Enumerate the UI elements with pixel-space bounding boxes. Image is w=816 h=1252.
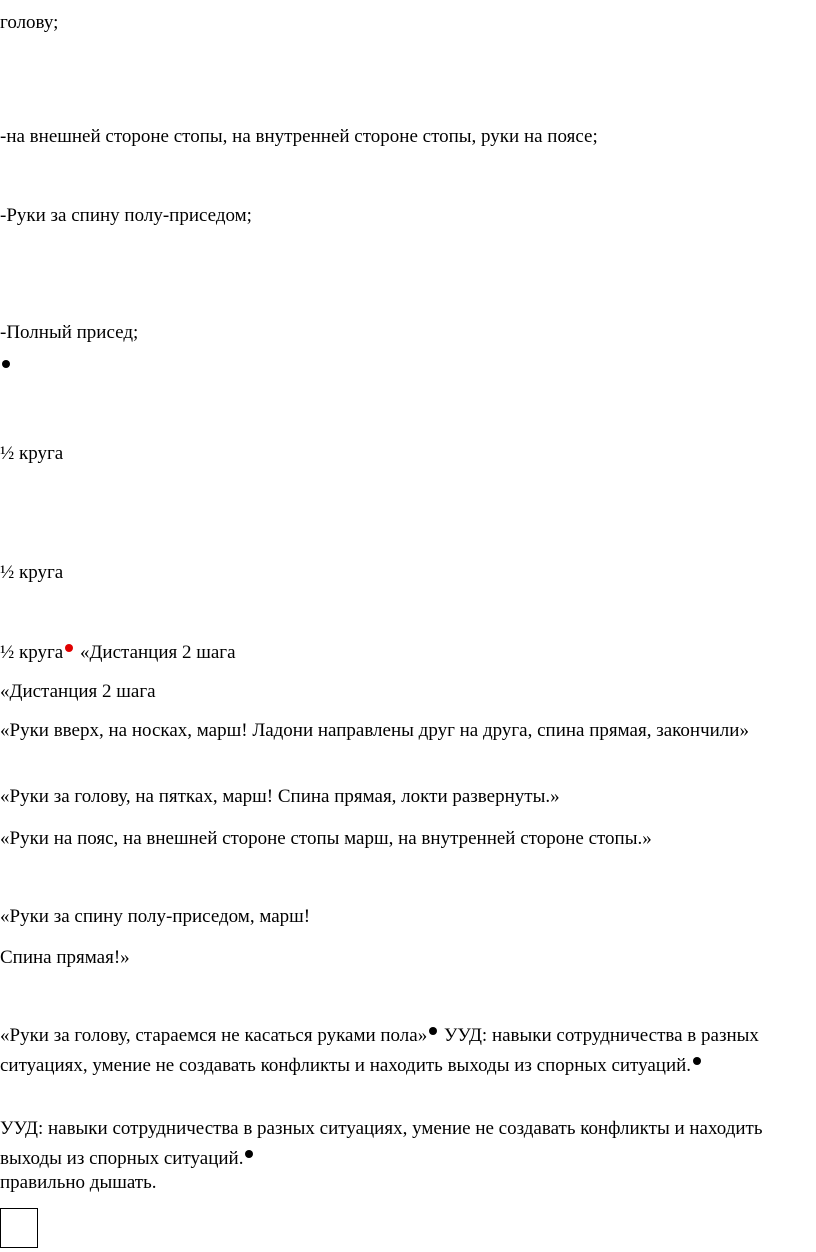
text-line: ½ круга — [0, 443, 64, 464]
text-line: -на внешней стороне стопы, на внутренней стороне стопы, руки на поясе; — [0, 126, 598, 147]
bullet-icon — [693, 1057, 701, 1065]
text-line: ½ круга — [0, 562, 64, 583]
text-line: правильно дышать. — [0, 1172, 157, 1193]
text-segment: «Руки за голову, стараемся не касаться руками пола» — [0, 1025, 428, 1046]
empty-box — [0, 1208, 38, 1248]
text-segment: УУД: навыки сотрудничества в разных ситуациях, умение не создавать конфликты и находить выходы из спорных ситуаций. — [0, 1118, 763, 1169]
text-line: «Руки на пояс, на внешней стороне стопы марш, на внутренней стороне стопы.» — [0, 828, 652, 849]
bullet-line — [0, 358, 12, 380]
text-line-with-bullet — [0, 642, 236, 664]
text-line: «Дистанция 2 шага — [0, 681, 156, 702]
bullet-icon — [2, 360, 10, 368]
text-line: -Полный присед; — [0, 322, 139, 343]
text-segment: «Дистанция 2 шага — [75, 642, 236, 663]
text-segment: УУД: навыки сотрудничества в разных ситуациях, умение не создавать конфликты и находить выходы из спорных ситуаций. — [0, 1025, 759, 1076]
text-line: -Руки за спину полу-приседом; — [0, 205, 252, 226]
text-line: голову; — [0, 12, 59, 33]
bullet-icon — [429, 1027, 437, 1035]
bullet-icon — [245, 1150, 253, 1158]
text-segment: ½ круга — [0, 642, 64, 663]
paragraph-with-bullets — [0, 1021, 790, 1081]
text-line: Спина прямая!» — [0, 947, 130, 968]
text-line: «Руки за спину полу-приседом, марш! — [0, 906, 311, 927]
paragraph-with-bullet — [0, 1114, 790, 1174]
red-bullet-icon — [65, 644, 73, 652]
paragraph: «Руки вверх, на носках, марш! Ладони направлены друг на друга, спина прямая, закончили» — [0, 720, 749, 741]
text-line: «Руки за голову, на пятках, марш! Спина прямая, локти развернуты.» — [0, 786, 560, 807]
